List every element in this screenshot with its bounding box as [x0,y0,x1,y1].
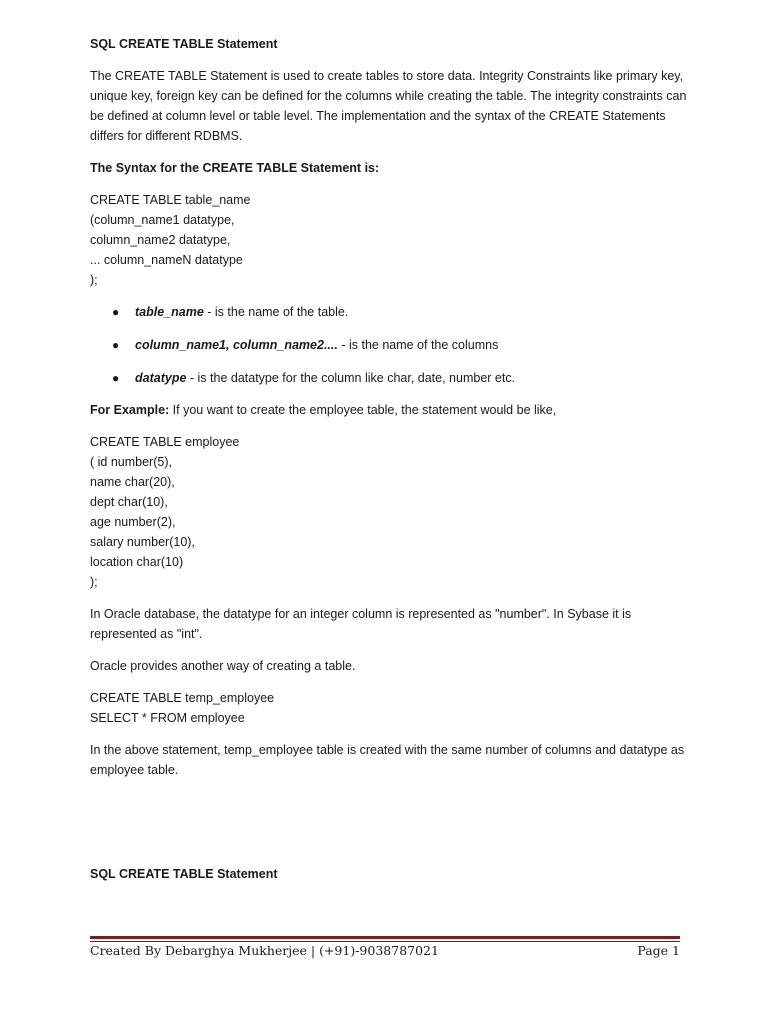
code-line: dept char(10), [90,495,168,509]
syntax-code-block [90,190,690,290]
code-line: (column_name1 datatype, [90,213,235,227]
list-item [90,302,690,322]
footer-rule [90,936,680,939]
bullet-icon: ● [112,371,120,385]
code-line: age number(2), [90,515,176,529]
code-line: ( id number(5), [90,455,172,469]
oracle-another-paragraph: Oracle provides another way of creating a table. [90,659,356,673]
document-body [90,34,690,780]
list-item-desc: - is the name of the columns [337,338,499,352]
example-text: If you want to create the employee table, the statement would be like, [169,403,557,417]
list-item-desc: - is the name of the table. [203,305,349,319]
list-item-desc: - is the datatype for the column like char, date, number etc. [186,371,516,385]
code-line: salary number(10), [90,535,195,549]
code-line: ); [90,575,98,589]
parameter-list [90,302,690,388]
code-line: CREATE TABLE table_name [90,193,251,207]
code-line: location char(10) [90,555,184,569]
bullet-icon: ● [112,338,120,352]
code-line: ); [90,273,98,287]
page-title: SQL CREATE TABLE Statement [90,37,278,51]
temp-code-block [90,688,690,728]
code-line: ... column_nameN datatype [90,253,243,267]
list-item-term: datatype [135,371,187,385]
list-item [90,335,690,355]
footer-author: Created By Debarghya Mukherjee | (+91)-9038787021 [90,943,439,958]
code-line: CREATE TABLE temp_employee [90,691,275,705]
example-code-block [90,432,690,592]
list-item-term: column_name1, column_name2.... [135,338,338,352]
list-item-term: table_name [135,305,204,319]
code-line: name char(20), [90,475,175,489]
page-footer [90,943,680,958]
list-item [90,368,690,388]
syntax-heading: The Syntax for the CREATE TABLE Statement is: [90,161,380,175]
footer-rule-thin [90,941,680,942]
code-line: SELECT * FROM employee [90,711,245,725]
section-title: SQL CREATE TABLE Statement [90,867,278,881]
page-number: Page 1 [637,943,680,958]
temp-note: In the above statement, temp_employee table is created with the same number of columns and datatype as employee table. [90,743,685,777]
bullet-icon: ● [112,305,120,319]
example-label: For Example: [90,403,170,417]
oracle-note: In Oracle database, the datatype for an integer column is represented as "number". In Sybase it is represented as "int". [90,607,632,641]
code-line: column_name2 datatype, [90,233,231,247]
example-paragraph [90,400,690,420]
intro-paragraph: The CREATE TABLE Statement is used to create tables to store data. Integrity Constraints like primary key, unique key, foreign key can be defined for the columns while creating the table. The integrity constraints can be defined at column level or table level. The implementation and the syntax of the CREATE Statements differs for different RDBMS. [90,69,687,143]
code-line: CREATE TABLE employee [90,435,240,449]
